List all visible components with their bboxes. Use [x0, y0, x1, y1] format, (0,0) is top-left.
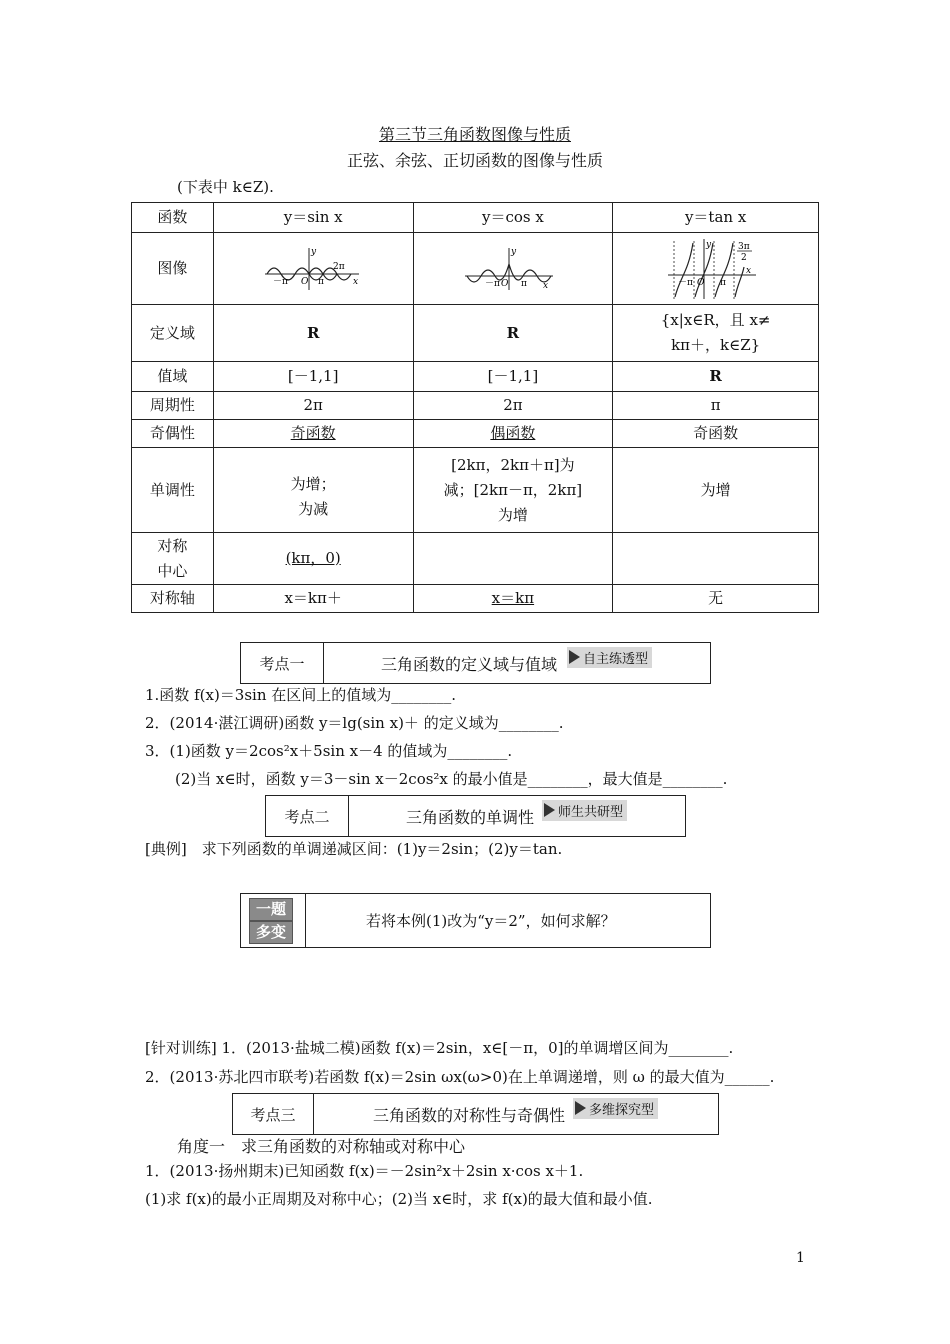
row-label-line2: 中心 [157, 561, 188, 580]
cos-range: [－1,1] [413, 362, 613, 392]
variant-badge [249, 896, 301, 944]
table-row [132, 362, 819, 392]
header-cell: y＝sin x [213, 203, 413, 233]
divider [305, 894, 306, 947]
cos-domain: R [413, 305, 613, 362]
table-row [132, 585, 819, 613]
table-row [132, 420, 819, 448]
sin-parity: 奇函数 [213, 420, 413, 448]
section-label: 考点一 [241, 643, 324, 683]
section-tag: 师生共研型 [542, 800, 627, 821]
tan-graph-cell [613, 233, 819, 305]
row-label: 定义域 [132, 305, 214, 362]
training-2: 2．(2013·苏北四市联考)若函数 f(x)＝2sin ωx(ω>0)在上单调递增，则 ω 的最大值为______. [145, 1068, 775, 1086]
section-label: 考点三 [233, 1094, 314, 1134]
tan-center [613, 533, 819, 585]
tan-y-label: y [705, 239, 711, 250]
sin-monotonic-line2: 为减 [298, 500, 329, 518]
tan-monotonic: 为增 [613, 448, 819, 533]
cos-axis: x＝kπ [413, 585, 613, 613]
section-header-2 [265, 795, 686, 837]
sin-domain: R [213, 305, 413, 362]
table-note: (下表中 k∈Z). [177, 178, 274, 196]
problem-1-parts: (1)求 f(x)的最小正周期及对称中心；(2)当 x∈时，求 f(x)的最大值和最小值. [145, 1190, 653, 1208]
sin-2pi-label: 2π [333, 261, 345, 272]
section-tag: 自主练透型 [567, 647, 652, 668]
variant-text: 若将本例(1)改为“y＝2”，如何求解？ [366, 912, 616, 930]
sin-monotonic-line1: 为增； [290, 475, 336, 493]
cos-monotonic-line1: [2kπ，2kπ＋π]为 [451, 455, 575, 474]
angle-heading: 角度一 求三角函数的对称轴或对称中心 [177, 1137, 466, 1156]
sin-origin-label: O [301, 276, 309, 287]
table-row [132, 392, 819, 420]
cos-graph [463, 244, 563, 294]
sin-x-label: x [353, 276, 359, 287]
tan-period: π [613, 392, 819, 420]
sin-neg-pi-label: －π [273, 276, 289, 287]
cos-monotonic [413, 448, 613, 533]
sin-pi-label: π [318, 276, 325, 287]
question-3: 3．(1)函数 y＝2cos²x＋5sin x－4 的值域为________. [145, 742, 513, 760]
trig-properties-table [131, 202, 819, 613]
row-label: 奇偶性 [132, 420, 214, 448]
row-label: 图像 [132, 233, 214, 305]
sin-axis: x＝kπ＋ [213, 585, 413, 613]
section-tag: 多维探究型 [573, 1098, 658, 1119]
tan-denominator-label: 2 [740, 252, 747, 263]
tan-origin-label: O [696, 277, 705, 288]
row-label-line1: 对称 [157, 536, 188, 555]
sin-period: 2π [213, 392, 413, 420]
tan-domain [613, 305, 819, 362]
cos-y-label: y [510, 246, 516, 257]
sin-y-label: y [311, 246, 317, 257]
cos-origin-label: O [500, 278, 509, 289]
cos-period: 2π [413, 392, 613, 420]
header-cell: 函数 [132, 203, 214, 233]
header-cell: y＝tan x [613, 203, 819, 233]
table-row [132, 533, 819, 585]
cos-parity: 偶函数 [413, 420, 613, 448]
variant-badge-line1: 一题 [249, 898, 293, 921]
cos-graph-cell [413, 233, 613, 305]
problem-1: 1．(2013·扬州期末)已知函数 f(x)＝－2sin²x＋2sin x·cos x＋1. [145, 1162, 584, 1180]
table-row [132, 203, 819, 233]
question-3-part2: (2)当 x∈时，函数 y＝3－sin x－2cos²x 的最小值是________，最大值是________. [175, 770, 728, 788]
row-label: 周期性 [132, 392, 214, 420]
question-2: 2．(2014·湛江调研)函数 y＝lg(sin x)＋ 的定义域为________. [145, 714, 564, 732]
header-cell: y＝cos x [413, 203, 613, 233]
row-label: 值域 [132, 362, 214, 392]
tan-3pi-label: 3π [737, 241, 750, 252]
page-title: 第三节三角函数图像与性质 [378, 125, 571, 144]
table-row [132, 305, 819, 362]
tan-graph [666, 237, 766, 301]
section-title: 三角函数的单调性 [406, 807, 535, 827]
cos-monotonic-line2: 减；[2kπ－π，2kπ] [443, 480, 583, 499]
section-title: 三角函数的定义域与值域 [381, 654, 558, 674]
tan-pi-label: π [719, 277, 726, 288]
tan-domain-line2: kπ＋，k∈Z} [671, 336, 761, 354]
row-label: 单调性 [132, 448, 214, 533]
sin-monotonic [213, 448, 413, 533]
example-problem: [典例] 求下列函数的单调递减区间：(1)y＝2sin；(2)y＝tan. [145, 840, 563, 858]
tan-parity: 奇函数 [613, 420, 819, 448]
section-header-3 [232, 1093, 719, 1135]
section-header-1 [240, 642, 711, 684]
cos-neg-pi-label: －π [484, 278, 500, 289]
row-label: 对称轴 [132, 585, 214, 613]
tan-axis: 无 [613, 585, 819, 613]
page-number: 1 [796, 1250, 805, 1266]
cos-center [413, 533, 613, 585]
sin-graph [263, 244, 363, 294]
section-label: 考点二 [266, 796, 349, 836]
tan-neg-pi-label: －π [677, 277, 693, 288]
training-1: [针对训练] 1．(2013·盐城二模)函数 f(x)＝2sin，x∈[－π，0]的单调增区间为________. [145, 1039, 734, 1057]
table-row [132, 448, 819, 533]
variant-badge-line2: 多变 [249, 921, 293, 944]
variant-box [240, 893, 711, 948]
page-subtitle: 正弦、余弦、正切函数的图像与性质 [346, 151, 603, 170]
row-label [132, 533, 214, 585]
cos-x-label: x [542, 280, 548, 291]
section-title: 三角函数的对称性与奇偶性 [373, 1105, 566, 1125]
sin-graph-cell [213, 233, 413, 305]
sin-center: (kπ，0) [213, 533, 413, 585]
tan-x-label: x [745, 265, 751, 276]
cos-pi-label: π [520, 278, 527, 289]
cos-monotonic-line3: 为增 [497, 505, 528, 524]
question-1: 1.函数 f(x)＝3sin 在区间上的值域为________. [145, 686, 457, 704]
tan-range: R [613, 362, 819, 392]
tan-domain-line1: {x|x∈R，且 x≠ [660, 311, 771, 329]
sin-range: [－1,1] [213, 362, 413, 392]
table-row [132, 233, 819, 305]
